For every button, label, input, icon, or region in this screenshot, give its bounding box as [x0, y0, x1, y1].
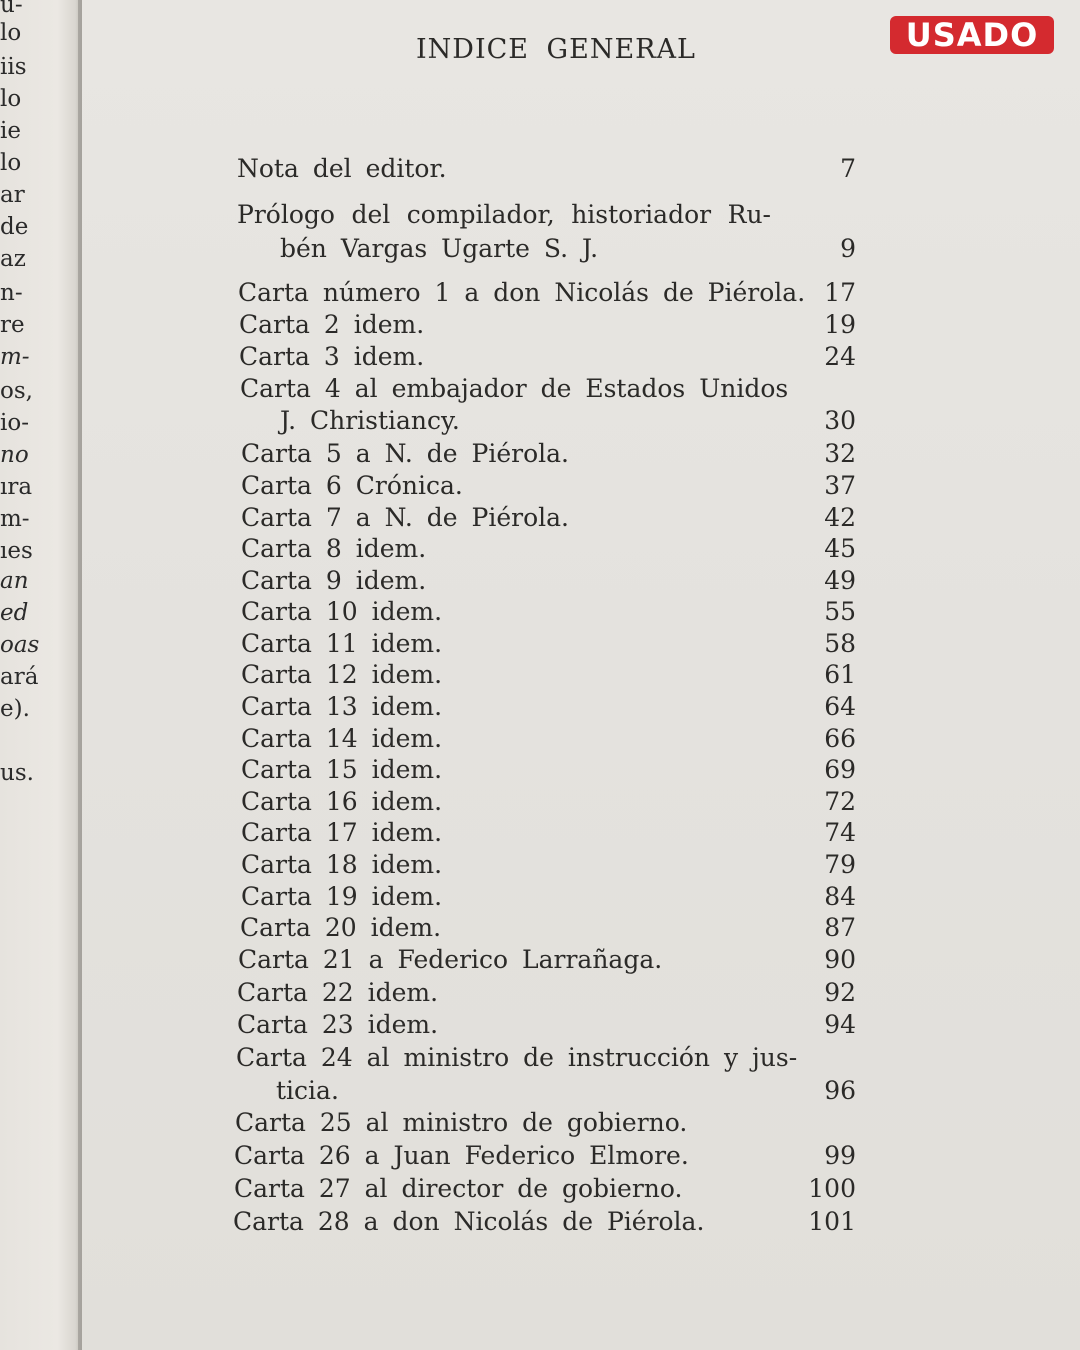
facing-page-fragment: e).: [0, 696, 30, 722]
toc-page-number: 45: [824, 534, 856, 563]
toc-entry-title: Carta 11 idem.: [241, 629, 443, 658]
facing-page-fragment: us.: [0, 760, 34, 786]
toc-page-number: 92: [824, 978, 856, 1007]
toc-entry-title: Carta 26 a Juan Federico Elmore.: [234, 1141, 689, 1170]
toc-page-number: 61: [824, 660, 856, 689]
facing-page-fragment: oas: [0, 632, 40, 658]
facing-page-fragment: ıes: [0, 538, 33, 564]
toc-page-number: 17: [824, 278, 856, 307]
toc-page-number: 84: [824, 882, 856, 911]
facing-page-fragment: de: [0, 214, 29, 240]
toc-page-number: 69: [824, 755, 856, 784]
toc-page-number: 30: [824, 406, 856, 435]
toc-entry-title: Carta 16 idem.: [241, 787, 443, 816]
toc-entry-title: Carta 21 a Federico Larrañaga.: [238, 945, 663, 974]
toc-entry-title: Carta 2 idem.: [239, 310, 425, 339]
toc-page-number: 101: [808, 1207, 856, 1236]
toc-page-number: 99: [824, 1141, 856, 1170]
toc-page-number: 94: [824, 1010, 856, 1039]
toc-page-number: 24: [824, 342, 856, 371]
facing-page-fragment: ará: [0, 664, 39, 690]
toc-entry-title: Carta 15 idem.: [241, 755, 443, 784]
used-badge: USADO: [890, 16, 1054, 54]
toc-entry-title: Carta 20 idem.: [240, 913, 442, 942]
toc-entry-title: Carta 3 idem.: [239, 342, 425, 371]
toc-entry-title: Carta 12 idem.: [241, 660, 443, 689]
toc-page-number: 19: [824, 310, 856, 339]
toc-entry-title: Carta 25 al ministro de gobierno.: [235, 1108, 688, 1137]
facing-page-fragment: re: [0, 312, 25, 338]
facing-page-fragment: ed: [0, 600, 29, 626]
toc-entry-title: Carta 10 idem.: [241, 597, 443, 626]
toc-entry-title: Carta 28 a don Nicolás de Piérola.: [233, 1207, 705, 1236]
toc-entry-title: Carta 5 a N. de Piérola.: [241, 439, 569, 468]
toc-page-number: 64: [824, 692, 856, 721]
toc-entry-title: Carta 23 idem.: [237, 1010, 439, 1039]
facing-page-fragment: ar: [0, 182, 25, 208]
toc-page-number: 72: [824, 787, 856, 816]
toc-page-number: 42: [824, 503, 856, 532]
toc-entry-title: Prólogo del compilador, historiador Ru-: [237, 200, 771, 229]
facing-page-fragment: m-: [0, 344, 30, 370]
toc-page-number: 90: [824, 945, 856, 974]
toc-page-number: 32: [824, 439, 856, 468]
toc-entry-title: Carta 9 idem.: [241, 566, 427, 595]
toc-entry-title: Carta número 1 a don Nicolás de Piérola.: [238, 278, 806, 307]
facing-page-fragment: lo: [0, 20, 22, 46]
toc-page-number: 74: [824, 818, 856, 847]
toc-page-number: 7: [840, 154, 856, 183]
toc-page-number: 37: [824, 471, 856, 500]
toc-entry-title: Carta 22 idem.: [237, 978, 439, 1007]
facing-page-fragment: io-: [0, 410, 29, 436]
facing-page-fragment: n-: [0, 280, 23, 306]
toc-entry-continuation: ticia.: [276, 1076, 339, 1105]
toc-entry-title: Carta 17 idem.: [241, 818, 443, 847]
toc-page-number: 58: [824, 629, 856, 658]
page-title: INDICE GENERAL: [416, 34, 696, 65]
facing-page-fragment: os,: [0, 378, 33, 404]
toc-page-number: 66: [824, 724, 856, 753]
facing-page-fragment: ie: [0, 118, 21, 144]
facing-page-fragment: ıra: [0, 474, 33, 500]
toc-entry-title: Carta 18 idem.: [241, 850, 443, 879]
toc-page-number: 55: [824, 597, 856, 626]
toc-entry-title: Nota del editor.: [237, 154, 447, 183]
facing-page-fragment: an: [0, 568, 29, 594]
facing-page-fragment: u-: [0, 0, 23, 18]
toc-entry-continuation: bén Vargas Ugarte S. J.: [280, 234, 599, 263]
toc-page-number: 100: [808, 1174, 856, 1203]
toc-page-number: 87: [824, 913, 856, 942]
toc-entry-title: Carta 13 idem.: [241, 692, 443, 721]
toc-entry-title: Carta 27 al director de gobierno.: [234, 1174, 683, 1203]
facing-page-fragment: no: [0, 442, 29, 468]
facing-page-fragment: az: [0, 246, 26, 272]
toc-entry-title: Carta 19 idem.: [241, 882, 443, 911]
facing-page-fragment: lo: [0, 86, 22, 112]
toc-page-number: 49: [824, 566, 856, 595]
facing-page-fragment: lo: [0, 150, 22, 176]
toc-entry-title: Carta 24 al ministro de instrucción y jus-: [236, 1043, 798, 1072]
toc-entry-title: Carta 4 al embajador de Estados Unidos: [240, 374, 789, 403]
toc-entry-title: Carta 7 a N. de Piérola.: [241, 503, 569, 532]
facing-page-fragment: iis: [0, 54, 27, 80]
toc-page-number: 9: [840, 234, 856, 263]
toc-entry-title: Carta 14 idem.: [241, 724, 443, 753]
toc-entry-continuation: J. Christiancy.: [280, 406, 460, 435]
toc-page-number: 79: [824, 850, 856, 879]
facing-page-fragment: m-: [0, 506, 30, 532]
toc-entry-title: Carta 8 idem.: [241, 534, 427, 563]
toc-entry-title: Carta 6 Crónica.: [241, 471, 463, 500]
toc-page-number: 96: [824, 1076, 856, 1105]
